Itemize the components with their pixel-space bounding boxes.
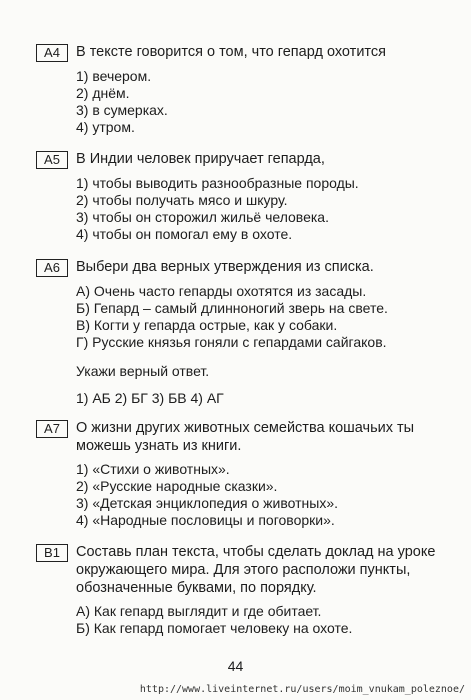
- question-a7: [36, 419, 451, 529]
- question-a6: [36, 258, 451, 407]
- answer-option[interactable]: 1) «Стихи о животных».: [76, 461, 230, 477]
- answer-option[interactable]: 1) вечером.: [76, 68, 152, 84]
- question-label: А7: [36, 420, 68, 438]
- question-header: [36, 43, 451, 62]
- statement-option: А) Очень часто гепарды охотятся из засады.: [76, 283, 367, 299]
- question-a5: [36, 150, 451, 243]
- question-text: В Индии человек приручает гепарда,: [76, 151, 325, 167]
- answer-option[interactable]: 3) в сумерках.: [76, 102, 168, 118]
- question-label: А5: [36, 151, 68, 169]
- question-label: В1: [36, 544, 68, 562]
- watermark-url[interactable]: http://www.liveinternet.ru/users/moim_vnukam_poleznoe/: [139, 684, 465, 695]
- question-text: О жизни других животных семейства кошачьих ты можешь узнать из книги.: [76, 420, 415, 454]
- answer-option[interactable]: 4) чтобы он помогал ему в охоте.: [76, 226, 293, 242]
- plan-items: [76, 603, 451, 637]
- plan-item: Б) Как гепард помогает человеку на охоте.: [76, 620, 353, 636]
- statement-option: Б) Гепард – самый длинноногий зверь на свете.: [76, 300, 388, 316]
- answer-option[interactable]: 2) «Русские народные сказки».: [76, 478, 278, 494]
- question-label: А4: [36, 44, 68, 62]
- answer-option[interactable]: 2) днём.: [76, 85, 130, 101]
- answer-option[interactable]: 4) утром.: [76, 119, 135, 135]
- answer-option[interactable]: 3) «Детская энциклопедия о животных».: [76, 495, 339, 511]
- question-text: В тексте говорится о том, что гепард охотится: [76, 44, 386, 60]
- page-number: 44: [227, 658, 244, 674]
- question-header: [36, 419, 451, 455]
- answer-option[interactable]: 1) чтобы выводить разнообразные породы.: [76, 175, 359, 191]
- plan-item: А) Как гепард выглядит и где обитает.: [76, 603, 322, 619]
- answer-option[interactable]: 2) чтобы получать мясо и шкуру.: [76, 192, 288, 208]
- answer-options: [76, 68, 451, 136]
- question-text: Выбери два верных утверждения из списка.: [76, 259, 374, 275]
- question-header: [36, 150, 451, 169]
- answer-prompt: Укажи верный ответ.: [76, 363, 210, 379]
- question-text: Составь план текста, чтобы сделать доклад на уроке окружающего мира. Для этого расположи пункты, обозначенные буквами, по порядку.: [76, 544, 436, 596]
- answer-option[interactable]: 3) чтобы он сторожил жильё человека.: [76, 209, 329, 225]
- question-header: [36, 543, 451, 597]
- answer-choices[interactable]: 1) АБ 2) БГ 3) БВ 4) АГ: [76, 390, 224, 406]
- statement-option: В) Когти у гепарда острые, как у собаки.: [76, 317, 338, 333]
- question-a4: [36, 43, 451, 136]
- question-b1: [36, 543, 451, 637]
- question-label: А6: [36, 259, 68, 277]
- answer-options: [76, 461, 451, 529]
- statement-options: [76, 283, 451, 351]
- answer-option[interactable]: 4) «Народные пословицы и поговорки».: [76, 512, 335, 528]
- answer-options: [76, 175, 451, 243]
- question-header: [36, 258, 451, 277]
- statement-option: Г) Русские князья гоняли с гепардами сайгаков.: [76, 334, 387, 350]
